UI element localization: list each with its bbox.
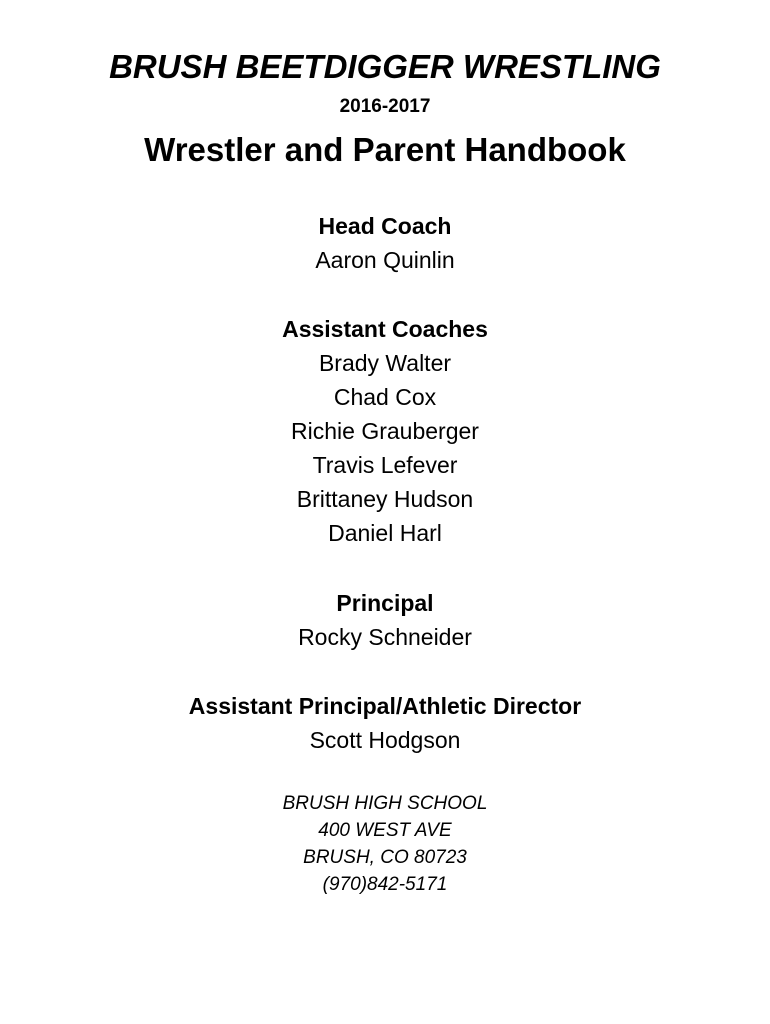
school-name: BRUSH HIGH SCHOOL xyxy=(282,793,488,814)
head-coach-section xyxy=(0,209,770,277)
head-coach-heading: Head Coach xyxy=(318,213,452,239)
assistant-principal-section xyxy=(0,689,770,757)
assistant-coach-name: Brittaney Hudson xyxy=(296,486,474,512)
assistant-principal-heading: Assistant Principal/Athletic Director xyxy=(188,693,582,719)
principal-section xyxy=(0,586,770,654)
principal-heading: Principal xyxy=(336,590,434,616)
school-phone: (970)842-5171 xyxy=(322,874,448,895)
principal-name: Rocky Schneider xyxy=(298,624,472,650)
season-year: 2016-2017 xyxy=(339,96,431,117)
document-title: BRUSH BEETDIGGER WRESTLING xyxy=(109,48,661,85)
assistant-coach-name: Richie Grauberger xyxy=(291,418,479,444)
assistant-coach-name: Travis Lefever xyxy=(312,452,458,478)
head-coach-name: Aaron Quinlin xyxy=(315,247,455,273)
document-subtitle: Wrestler and Parent Handbook xyxy=(144,131,626,168)
assistant-coaches-section xyxy=(0,312,770,550)
assistant-coach-name: Daniel Harl xyxy=(328,520,442,546)
school-street: 400 WEST AVE xyxy=(318,820,452,841)
assistant-coaches-heading: Assistant Coaches xyxy=(282,316,488,342)
school-address-block xyxy=(0,790,770,898)
school-city-state-zip: BRUSH, CO 80723 xyxy=(303,847,467,868)
assistant-coach-name: Brady Walter xyxy=(318,350,452,376)
assistant-coach-name: Chad Cox xyxy=(333,384,437,410)
assistant-principal-name: Scott Hodgson xyxy=(309,727,461,753)
